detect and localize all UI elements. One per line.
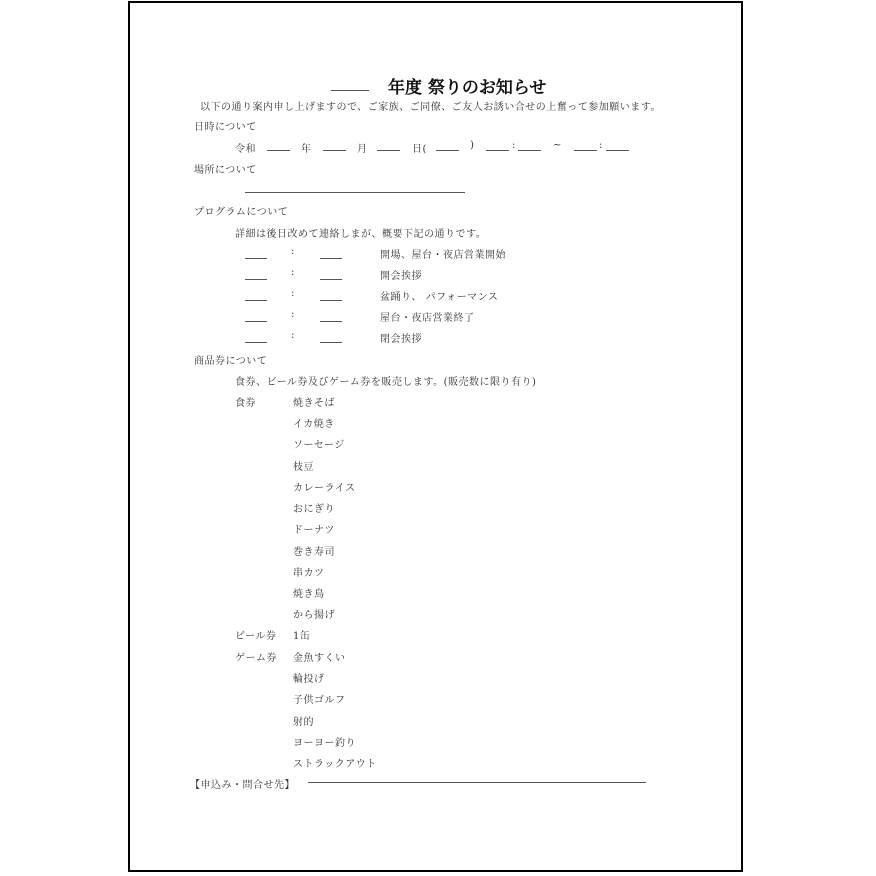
year-label: 年 xyxy=(301,144,312,155)
program-minute-blank xyxy=(320,342,342,343)
food-item: 枝豆 xyxy=(293,462,314,473)
program-hour-blank xyxy=(245,258,267,259)
era-year-blank xyxy=(267,150,290,151)
program-hour-blank xyxy=(245,279,267,280)
end-hour-blank xyxy=(574,150,597,151)
program-item: 屋台・夜店営業終了 xyxy=(380,313,475,324)
document-page xyxy=(128,1,743,872)
datetime-heading: 日時について xyxy=(194,122,257,133)
food-item: 焼きそば xyxy=(293,398,335,409)
end-colon: : xyxy=(599,140,603,151)
paren-close: ) xyxy=(470,140,475,151)
beer-item: 1缶 xyxy=(293,631,311,642)
program-minute-blank xyxy=(320,258,342,259)
food-item: ソーセージ xyxy=(293,440,345,451)
food-item: イカ焼き xyxy=(293,419,335,430)
game-item: ストラックアウト xyxy=(293,759,377,770)
food-ticket-label: 食券 xyxy=(235,398,256,409)
program-item: 開会挨拶 xyxy=(380,271,422,282)
start-colon: : xyxy=(512,140,516,151)
tickets-note: 食券、ビール券及びゲーム券を販売します。(販売数に限り有り) xyxy=(235,377,537,388)
game-item: ヨーヨー釣り xyxy=(293,738,356,749)
program-colon: : xyxy=(291,246,295,257)
program-hour-blank xyxy=(245,300,267,301)
food-item: おにぎり xyxy=(293,504,335,515)
program-item: 盆踊り、 パフォーマンス xyxy=(380,292,499,303)
program-heading: プログラムについて xyxy=(194,207,289,218)
program-colon: : xyxy=(291,288,295,299)
page-title: 年度 祭りのお知らせ xyxy=(388,78,547,98)
program-note: 詳細は後日改めて連絡しまが、概要下記の通りです。 xyxy=(235,229,487,240)
place-heading: 場所について xyxy=(194,165,257,176)
game-item: 射的 xyxy=(293,717,314,728)
food-item: 串カツ xyxy=(293,568,325,579)
day-label: 日( xyxy=(412,144,427,155)
program-colon: : xyxy=(291,309,295,320)
program-hour-blank xyxy=(245,321,267,322)
era-label: 令和 xyxy=(235,144,256,155)
program-colon: : xyxy=(291,330,295,341)
program-item: 閉会挨拶 xyxy=(380,334,422,345)
end-minute-blank xyxy=(606,150,629,151)
food-item: 巻き寿司 xyxy=(293,547,335,558)
intro-text: 以下の通り案内申し上げますので、ご家族、ご同僚、ご友人お誘い合せの上奮って参加願います。 xyxy=(200,102,661,113)
program-minute-blank xyxy=(320,321,342,322)
place-blank xyxy=(245,192,465,193)
food-item: から揚げ xyxy=(293,610,335,621)
start-hour-blank xyxy=(486,150,509,151)
program-hour-blank xyxy=(245,342,267,343)
game-item: 金魚すくい xyxy=(293,653,346,664)
contact-blank xyxy=(308,782,646,783)
contact-label: 【申込み・問合せ先】 xyxy=(190,780,295,791)
tilde: ~ xyxy=(553,140,562,151)
program-minute-blank xyxy=(320,279,342,280)
food-item: 焼き鳥 xyxy=(293,589,325,600)
game-item: 子供ゴルフ xyxy=(293,695,346,706)
start-minute-blank xyxy=(518,150,541,151)
month-blank xyxy=(323,150,346,151)
tickets-heading: 商品券について xyxy=(194,356,268,367)
game-item: 輪投げ xyxy=(293,674,325,685)
game-ticket-label: ゲーム券 xyxy=(235,653,277,664)
program-item: 開場、屋台・夜店営業開始 xyxy=(380,250,506,261)
food-item: カレーライス xyxy=(293,483,356,494)
year-blank xyxy=(331,90,369,91)
program-colon: : xyxy=(291,267,295,278)
month-label: 月 xyxy=(357,144,368,155)
day-blank xyxy=(377,150,400,151)
food-item: ドーナツ xyxy=(293,525,335,536)
program-minute-blank xyxy=(320,300,342,301)
beer-ticket-label: ビール券 xyxy=(235,631,277,642)
weekday-blank xyxy=(436,150,459,151)
